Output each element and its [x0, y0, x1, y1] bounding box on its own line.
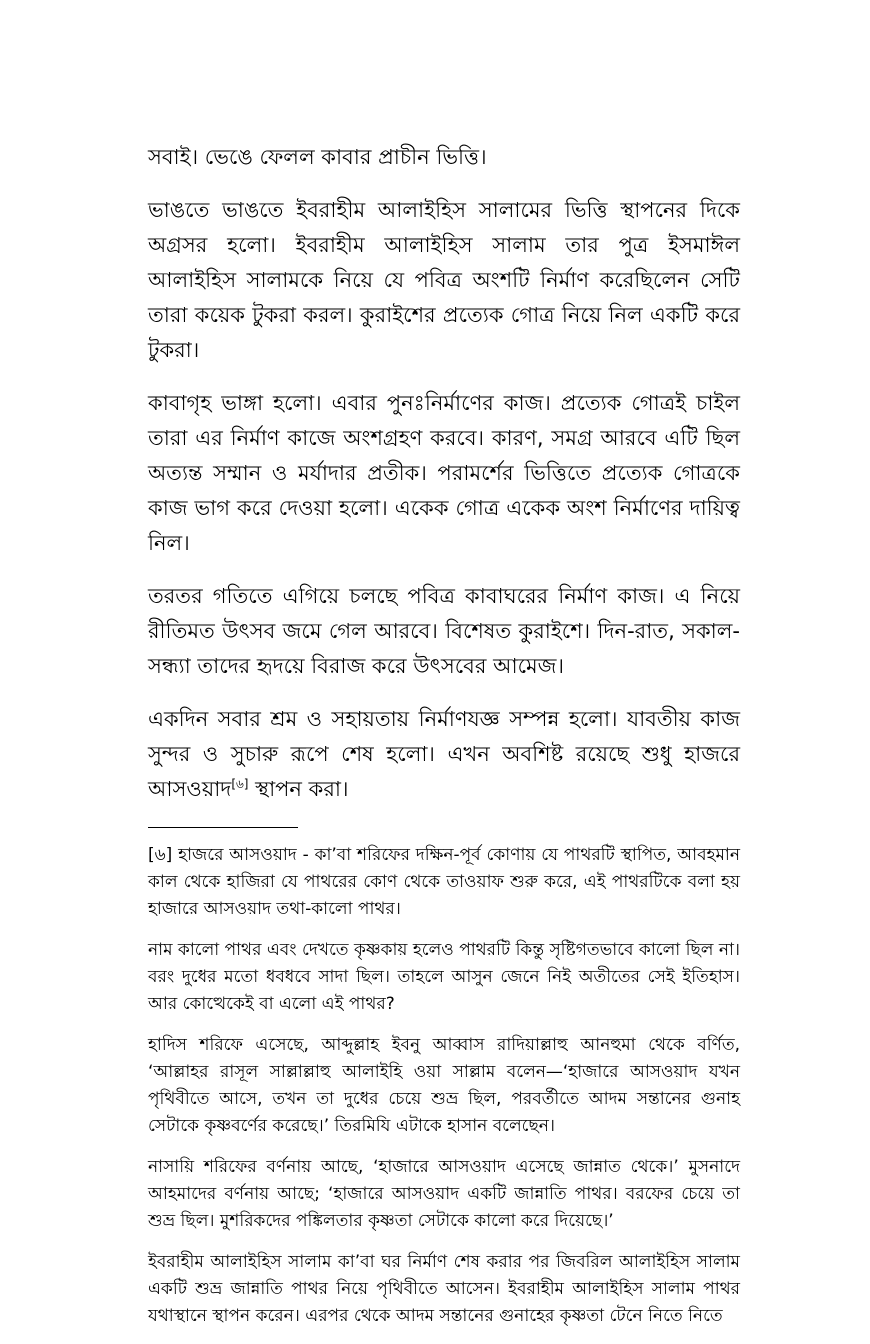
main-text [148, 140, 740, 807]
paragraph-2: ভাঙতে ভাঙতে ইবরাহীম আলাইহিস সালামের ভিত্তি স্থাপনের দিকে অগ্রসর হলো। ইবরাহীম আলাইহিস সালাম তার পুত্র ইসমাঈল আলাইহিস সালামকে নিয়ে যে পবিত্র অংশটি নির্মাণ করেছিলেন সেটি তারা কয়েক টুকরা করল। কুরাইশের প্রত্যেক গোত্র নিয়ে নিল একটি করে টুকরা। [148, 198, 740, 362]
footnote-1: [৬] হাজরে আসওয়াদ - কা’বা শরিফের দক্ষিন-পূর্ব কোণায় যে পাথরটি স্থাপিত, আবহমান কাল থেকে হাজিরা যে পাথরের কোণ থেকে তাওয়াফ শুরু করে, এই পাথরটিকে বলা হয় হাজারে আসওয়াদ তথা-কালো পাথর। [148, 845, 740, 919]
footnote-separator [148, 827, 298, 828]
page-content [148, 140, 740, 1344]
paragraph-4: তরতর গতিতে এগিয়ে চলছে পবিত্র কাবাঘরের নির্মাণ কাজ। এ নিয়ে রীতিমত উৎসব জমে গেল আরবে। বিশেষত কুরাইশে। দিন-রাত, সকাল-সন্ধ্যা তাদের হৃদয়ে বিরাজ করে উৎসবের আমেজ। [148, 584, 740, 678]
paragraph-5-text: একদিন সবার শ্রম ও সহায়তায় নির্মাণযজ্ঞ সম্পন্ন হলো। যাবতীয় কাজ সুন্দর ও সুচারু রূপে শেষ হলো। এখন অবশিষ্ট রয়েছে শুধু হাজরে আসওয়াদ [148, 707, 740, 801]
footnote-3: হাদিস শরিফে এসেছে, আব্দুল্লাহ ইবনু আব্বাস রাদিয়াল্লাহু আনহুমা থেকে বর্ণিত, ‘আল্লাহর রাসূল সাল্লাল্লাহু আলাইহি ওয়া সাল্লাম বলেন—‘হাজারে আসওয়াদ যখন পৃথিবীতে আসে, তখন তা দুধের চেয়ে শুভ্র ছিল, পরবর্তীতে আদম সন্তানের গুনাহ সেটাকে কৃষ্ণবর্ণের করেছে।’ তিরমিযি এটাকে হাসান বলেছেন। [148, 1035, 740, 1136]
paragraph-5 [148, 702, 740, 807]
paragraph-3: কাবাগৃহ ভাঙ্গা হলো। এবার পুনঃনির্মাণের কাজ। প্রত্যেক গোত্রই চাইল তারা এর নির্মাণ কাজে অংশগ্রহণ করবে। কারণ, সমগ্র আরবে এটি ছিল অত্যন্ত সম্মান ও মর্যাদার প্রতীক। পরামর্শের ভিত্তিতে প্রত্যেক গোত্রকে কাজ ভাগ করে দেওয়া হলো। একেক গোত্র একেক অংশ নির্মাণের দায়িত্ব নিল। [148, 391, 740, 555]
footnote-2: নাম কালো পাথর এবং দেখতে কৃষ্ণকায় হলেও পাথরটি কিন্তু সৃষ্টিগতভাবে কালো ছিল না। বরং দুধের মতো ধবধবে সাদা ছিল। তাহলে আসুন জেনে নিই অতীতের সেই ইতিহাস। আর কোত্থেকেই বা এলো এই পাথর? [148, 940, 740, 1014]
paragraph-1: সবাই। ভেঙে ফেলল কাবার প্রাচীন ভিত্তি। [148, 145, 487, 169]
footnotes [148, 842, 740, 1330]
footnote-reference[interactable]: [৬] [231, 777, 249, 791]
footnote-5: ইবরাহীম আলাইহিস সালাম কা’বা ঘর নির্মাণ শেষ করার পর জিবরিল আলাইহিস সালাম একটি শুভ্র জান্নাতি পাথর নিয়ে পৃথিবীতে আসেন। ইবরাহীম আলাইহিস সালাম পাথর যথাস্থানে স্থাপন করেন। এরপর থেকে আদম সন্তানের গুনাহের কৃষ্ণতা টেনে নিতে নিতে [148, 1252, 740, 1326]
paragraph-5-tail: স্থাপন করা। [248, 777, 349, 801]
footnote-4: নাসায়ি শরিফের বর্ণনায় আছে, ‘হাজারে আসওয়াদ এসেছে জান্নাত থেকে।’ মুসনাদে আহমাদের বর্ণনায় আছে; ‘হাজারে আসওয়াদ একটি জান্নাতি পাথর। বরফের চেয়ে তা শুভ্র ছিল। মুশরিকদের পঙ্কিলতার কৃষ্ণতা সেটাকে কালো করে দিয়েছে।’ [148, 1157, 740, 1231]
